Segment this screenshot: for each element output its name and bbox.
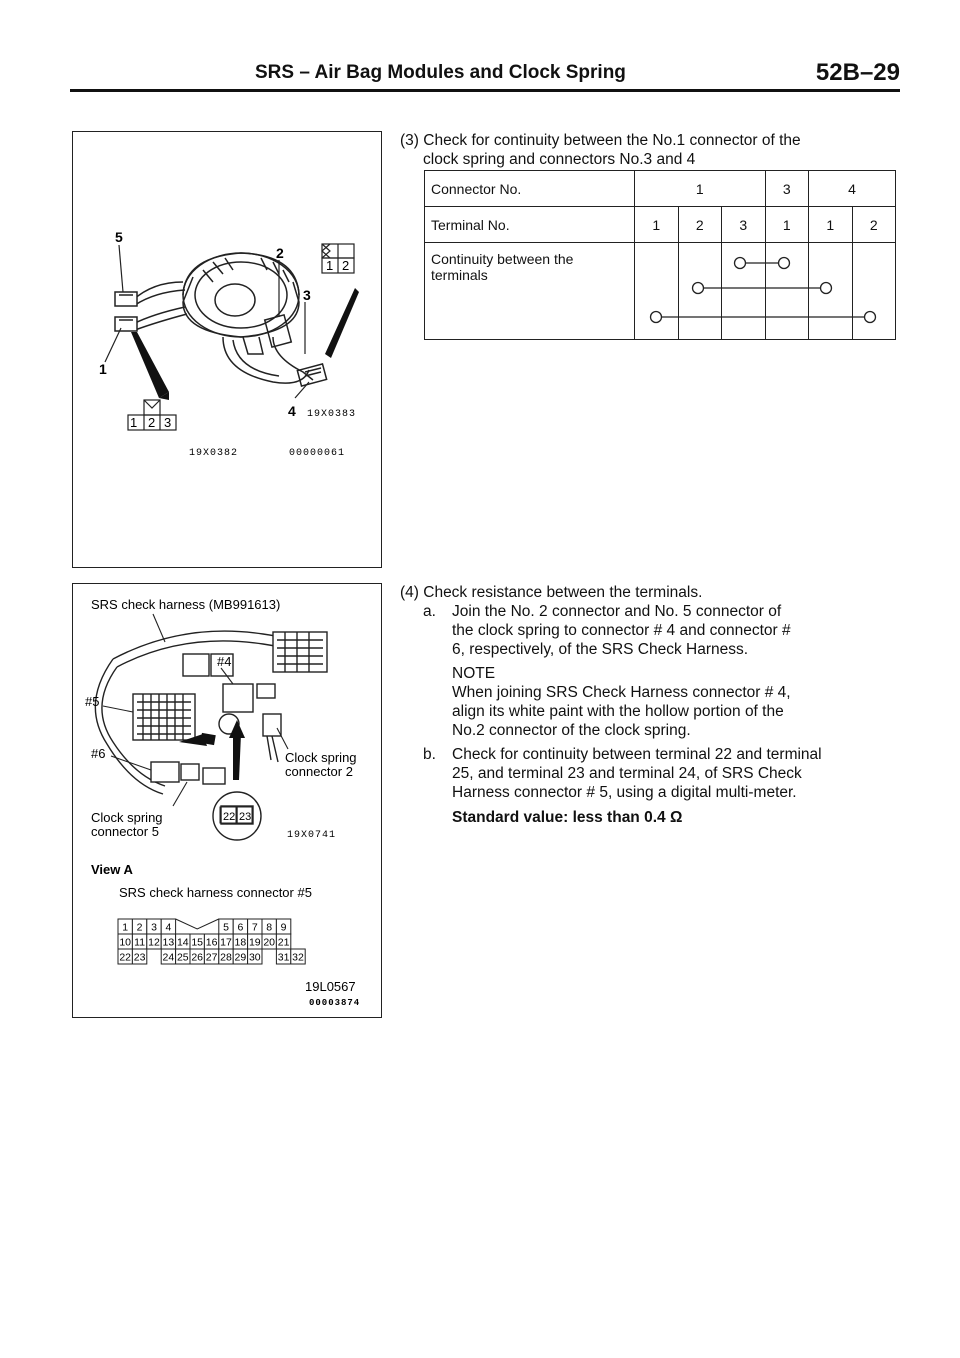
pin-number: 23	[133, 951, 146, 964]
table-cell	[425, 243, 635, 340]
pin-number: 5	[223, 921, 229, 934]
table-cell: 3	[765, 171, 809, 207]
table-cell: 1	[809, 207, 853, 243]
label-clock-spring-5: connector 5	[91, 824, 159, 839]
connector-5-title: SRS check harness connector #5	[119, 885, 312, 900]
pin-number: 19	[248, 936, 261, 949]
table-cell: 2	[852, 207, 896, 243]
note-title: NOTE	[452, 665, 496, 682]
check-harness-illustration	[73, 584, 383, 1019]
continuity-label: terminals	[431, 267, 488, 283]
label-connector-5: #5	[85, 694, 100, 709]
figure-id: 00003874	[309, 998, 361, 1008]
callout-3: 3	[303, 287, 311, 303]
pin-label: 3	[164, 415, 172, 430]
pin-number: 11	[134, 936, 146, 949]
table-cell	[722, 243, 766, 340]
pin-number: 7	[251, 921, 258, 934]
pin-number: 12	[148, 936, 160, 949]
check-harness-figure	[72, 583, 382, 1018]
step-3	[400, 131, 900, 169]
arrow-left-icon	[131, 332, 169, 398]
callout-5: 5	[115, 229, 123, 245]
step-4	[400, 583, 900, 827]
figure-code: 19X0382	[189, 448, 239, 459]
figure-code: 19L0567	[305, 979, 356, 994]
label-connector-6: #6	[91, 746, 106, 761]
page-number: 52B–29	[815, 59, 900, 86]
pin-number: 3	[151, 921, 157, 934]
label-clock-spring-2: connector 2	[285, 764, 353, 779]
pin-number: 17	[220, 936, 232, 949]
table-cell: 1	[635, 207, 679, 243]
label-clock-spring-2: Clock spring	[285, 750, 357, 765]
table-row	[425, 171, 896, 207]
pin-label: 23	[239, 811, 252, 823]
note-line: When joining SRS Check Harness connector # 4,	[452, 684, 791, 701]
table-cell: 2	[678, 207, 722, 243]
clock-spring-illustration	[73, 132, 383, 569]
pin-number: 18	[234, 936, 247, 949]
section-title: SRS – Air Bag Modules and Clock Spring	[255, 62, 626, 83]
substep-line: 6, respectively, of the SRS Check Harness.	[452, 641, 749, 658]
pin-number: 26	[191, 951, 204, 964]
step-3-line: clock spring and connectors No.3 and 4	[423, 151, 696, 168]
pin-label: 2	[148, 415, 156, 430]
substep-letter: a.	[423, 603, 436, 620]
key-notch-icon	[176, 919, 219, 929]
view-a-label: View A	[91, 862, 133, 877]
table-cell: 1	[635, 171, 766, 207]
label-clock-spring-5: Clock spring	[91, 810, 163, 825]
label-connector-4: #4	[217, 654, 232, 669]
harness-title: SRS check harness (MB991613)	[91, 597, 281, 612]
pin-number: 20	[263, 936, 276, 949]
table-cell	[678, 243, 722, 340]
pin-number: 2	[136, 921, 143, 934]
table-cell: Terminal No.	[425, 207, 635, 243]
substep-a	[400, 602, 900, 740]
continuity-table	[424, 170, 896, 340]
continuity-label: Continuity between the	[431, 251, 574, 267]
substep-b	[400, 745, 900, 827]
note-line: align its white paint with the hollow portion of the	[452, 703, 784, 720]
table-cell	[765, 243, 809, 340]
pin-number: 24	[162, 951, 175, 964]
figure-id: 00000061	[289, 448, 346, 459]
table-cell	[809, 243, 853, 340]
pin-number: 30	[248, 951, 261, 964]
table-cell	[852, 243, 896, 340]
pin-number: 29	[234, 951, 247, 964]
substep-line: Join the No. 2 connector and No. 5 connector of	[452, 603, 782, 620]
table-row	[425, 243, 896, 340]
standard-value: Standard value: less than 0.4 Ω	[452, 809, 683, 826]
table-cell: 1	[765, 207, 809, 243]
pin-number: 21	[277, 936, 290, 949]
pin-number: 25	[176, 951, 189, 964]
clock-spring-figure	[72, 131, 382, 568]
substep-letter: b.	[423, 746, 436, 763]
table-row	[425, 207, 896, 243]
pin-number: 32	[292, 951, 304, 964]
arrow-right-icon	[325, 288, 359, 358]
substep-line: 25, and terminal 23 and terminal 24, of SRS Check	[452, 765, 802, 782]
page-header	[70, 58, 900, 92]
substep-line: Harness connector # 5, using a digital multi-meter.	[452, 784, 797, 801]
pin-number: 28	[220, 951, 232, 964]
pin-number: 27	[205, 951, 218, 964]
table-cell	[635, 243, 679, 340]
pin-number: 9	[280, 921, 287, 934]
pin-number: 14	[176, 936, 189, 949]
figure-code: 19X0741	[287, 830, 337, 841]
substep-line: Check for continuity between terminal 22 and terminal	[452, 746, 822, 763]
pin-number: 8	[266, 921, 273, 934]
pin-number: 6	[237, 921, 244, 934]
callout-2: 2	[276, 245, 284, 261]
figure-code: 19X0383	[307, 409, 357, 420]
pin-number: 10	[119, 936, 132, 949]
table-cell: 3	[722, 207, 766, 243]
callout-4: 4	[288, 403, 296, 419]
pin-label: 1	[326, 258, 334, 273]
pin-label: 2	[342, 258, 350, 273]
note-line: No.2 connector of the clock spring.	[452, 722, 691, 739]
callout-1: 1	[99, 361, 107, 377]
table-cell: 4	[809, 171, 896, 207]
pin-number: 16	[205, 936, 218, 949]
pin-number: 4	[165, 921, 172, 934]
connector-5-pin-grid	[118, 919, 305, 964]
pin-number: 22	[119, 951, 132, 964]
arrow-up-icon	[233, 734, 241, 780]
step-4-line: (4) Check resistance between the terminals.	[400, 584, 703, 601]
table-cell: Connector No.	[425, 171, 635, 207]
pin-number: 13	[162, 936, 175, 949]
substep-line: the clock spring to connector # 4 and connector #	[452, 622, 791, 639]
pin-label: 1	[130, 415, 138, 430]
pin-number: 1	[122, 921, 129, 934]
pin-number: 31	[277, 951, 290, 964]
header-rule	[70, 89, 900, 92]
step-3-line: (3) Check for continuity between the No.1 connector of the	[400, 132, 801, 149]
pin-label: 22	[223, 811, 236, 823]
pin-number: 15	[191, 936, 204, 949]
